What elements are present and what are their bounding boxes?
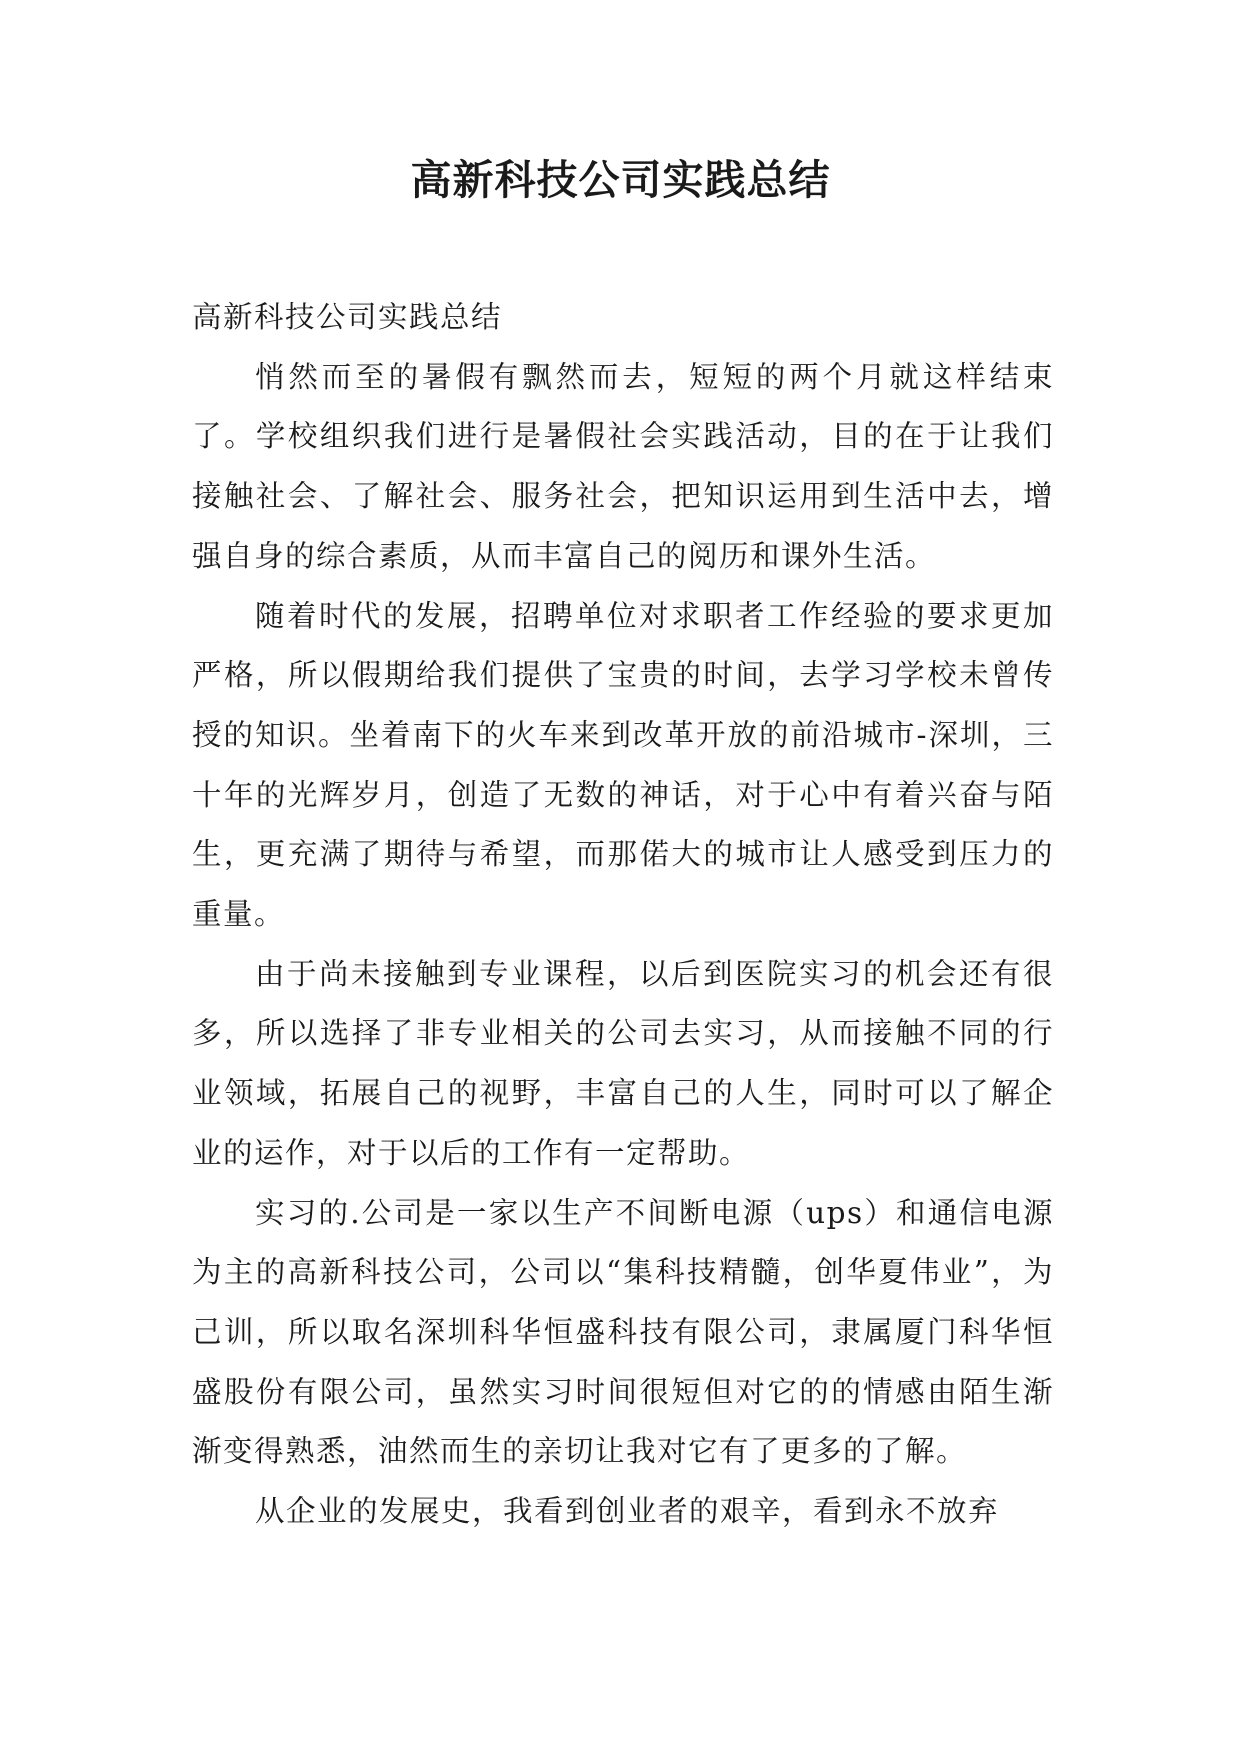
document-title: 高新科技公司实践总结 — [410, 156, 831, 204]
paragraph: 悄然而至的暑假有飘然而去，短短的两个月就这样结束了。学校组织我们进行是暑假社会实践活动，目的在于让我们接触社会、了解社会、服务社会，把知识运用到生活中去，增强自身的综合素质，从而丰富自己的阅历和课外生活。 — [192, 359, 1054, 573]
document-subtitle: 高新科技公司实践总结 — [192, 300, 503, 334]
paragraph: 实习的.公司是一家以生产不间断电源（ups）和通信电源为主的高新科技公司，公司以“集科技精髓，创华夏伟业”，为己训，所以取名深圳科华恒盛科技有限公司，隶属厦门科华恒盛股份有限公司，虽然实习时间很短但对它的的情感由陌生渐渐变得熟悉，油然而生的亲切让我对它有了更多的了解。 — [192, 1195, 1054, 1469]
document-body — [192, 288, 1054, 1542]
paragraph: 随着时代的发展，招聘单位对求职者工作经验的要求更加严格，所以假期给我们提供了宝贵的时间，去学习学校未曾传授的知识。坐着南下的火车来到改革开放的前沿城市-深圳，三十年的光辉岁月，创造了无数的神话，对于心中有着兴奋与陌生，更充满了期待与希望，而那偌大的城市让人感受到压力的重量。 — [192, 598, 1054, 932]
paragraph: 由于尚未接触到专业课程，以后到医院实习的机会还有很多，所以选择了非专业相关的公司去实习，从而接触不同的行业领域，拓展自己的视野，丰富自己的人生，同时可以了解企业的运作，对于以后的工作有一定帮助。 — [192, 956, 1054, 1170]
paragraph: 从企业的发展史，我看到创业者的艰辛，看到永不放弃 — [255, 1494, 1000, 1529]
